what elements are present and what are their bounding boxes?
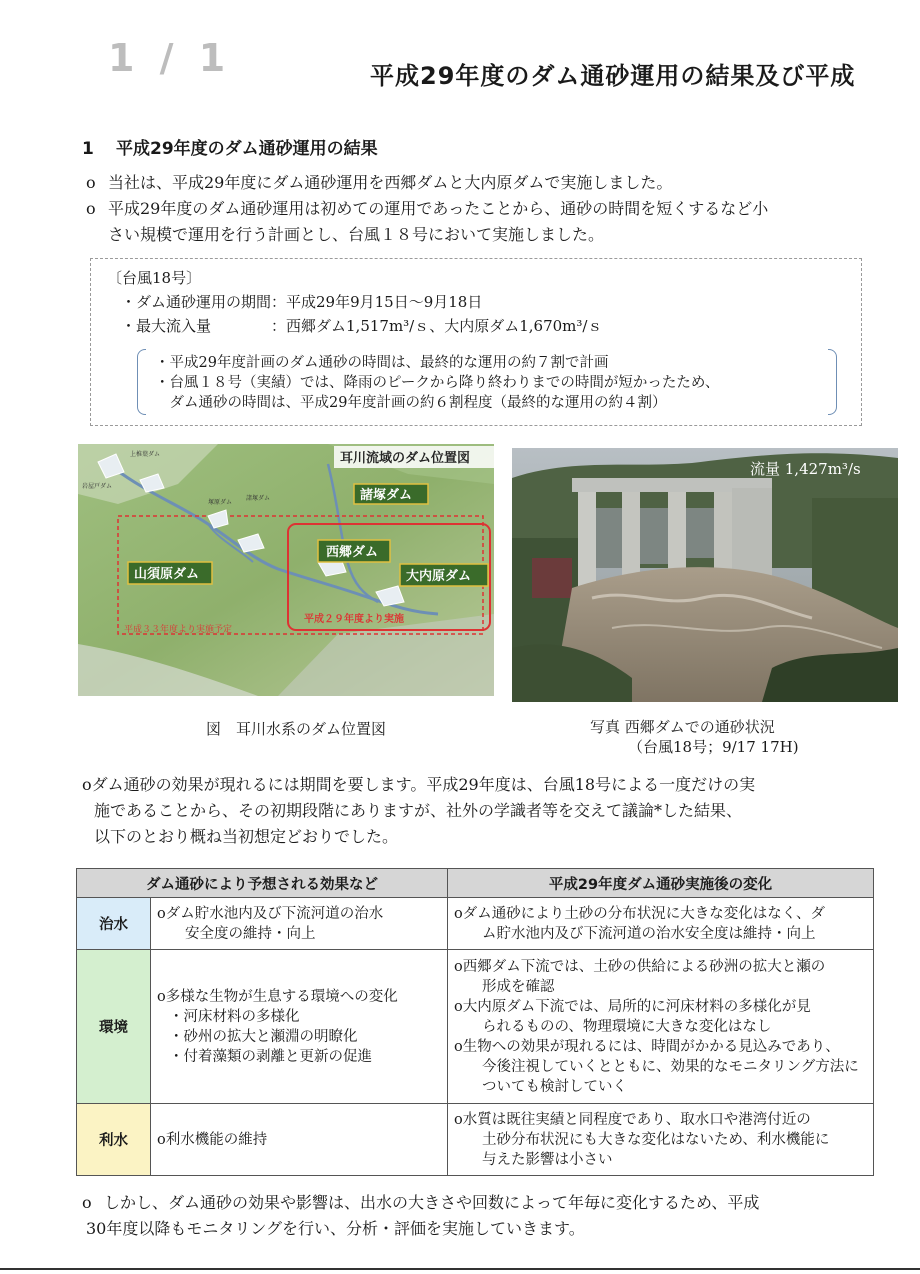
expected-sub-line: ・砂州の拡大と瀬淵の明瞭化 [169, 1028, 358, 1045]
result-line: o西郷ダム下流では、土砂の供給による砂洲の拡大と瀬の [454, 958, 826, 975]
expected-cell [151, 898, 448, 950]
bracket-left [137, 349, 146, 415]
result-cell [448, 1104, 874, 1176]
table-row-environment [77, 950, 874, 1104]
result-cell [448, 950, 874, 1104]
table-header-row [77, 869, 874, 898]
result-line: o大内原ダム下流では、局所的に河床材料の多様化が見 [454, 998, 811, 1015]
typhoon-info-box [90, 258, 862, 426]
result-line: 今後注視していくとともに、効果的なモニタリング方法に [482, 1058, 859, 1075]
result-line: 土砂分布状況にも大きな変化はないため、利水機能に [482, 1131, 830, 1148]
result-line: ム貯水池内及び下流河道の治水安全度は維持・向上 [482, 925, 816, 942]
photo-flow-overlay: 流量 1,427m³/s [750, 460, 861, 478]
bullet: o [86, 173, 96, 192]
paragraph-line: 30年度以降もモニタリングを行い、分析・評価を実施していきます。 [86, 1219, 585, 1238]
photo-caption-line2: （台風18号；9/17 17H) [628, 738, 799, 756]
map-small-label: 岩屋戸ダム [82, 483, 113, 490]
bullet: o [82, 775, 92, 794]
result-line: ついても検討していく [482, 1078, 627, 1095]
info-period-row: ・ダム通砂運用の期間：平成29年9月15日～9月18日 [121, 293, 483, 311]
table-header-expected: ダム通砂により予想される効果など [77, 869, 448, 898]
category-cell: 利水 [77, 1104, 151, 1176]
table-header-results: 平成29年度ダム通砂実施後の変化 [448, 869, 874, 898]
table-row-flood-control [77, 898, 874, 950]
result-line: o生物への効果が現れるには、時間がかかる見込みであり、 [454, 1038, 840, 1055]
result-line: 形成を確認 [482, 978, 555, 995]
map-dam-label-saigo: 西郷ダム [326, 545, 379, 560]
expected-line: o多様な生物が生息する環境への変化 [157, 988, 398, 1005]
effects-intro-paragraph [82, 772, 755, 850]
closing-paragraph [82, 1190, 759, 1242]
dam-location-map [78, 444, 494, 696]
expected-sub-line: ・河床材料の多様化 [169, 1008, 300, 1025]
bracket-right [828, 349, 837, 415]
paragraph-line: しかし、ダム通砂の効果や影響は、出水の大きさや回数によって年毎に変化するため、平成 [104, 1193, 760, 1212]
result-line: o水質は既往実績と同程度であり、取水口や港湾付近の [454, 1111, 811, 1128]
paragraph-line: 施であることから、その初期段階にありますが、社外の学識者等を交えて議論*した結果、 [94, 801, 743, 820]
expected-cell [151, 1104, 448, 1176]
result-line: 与えた影響は小さい [482, 1151, 613, 1168]
map-zone-label-current: 平成２９年度より実施 [304, 614, 404, 625]
bracket-note [137, 349, 837, 413]
note-line: ・台風１８号（実績）では、降雨のピークから降り終わりまでの時間が短かったため、 [155, 375, 720, 391]
section-heading [82, 134, 378, 159]
note-line: ・平成29年度計画のダム通砂の時間は、最終的な運用の約７割で計画 [155, 355, 609, 371]
info-inflow-row: ・最大流入量 ：西郷ダム1,517m³/ｓ、大内原ダム1,670m³/ｓ [121, 317, 603, 335]
expected-line: 安全度の維持・向上 [185, 925, 316, 942]
category-cell: 治水 [77, 898, 151, 950]
map-small-label: 諸塚ダム [246, 495, 271, 502]
result-cell [448, 898, 874, 950]
expected-line: o利水機能の維持 [157, 1131, 268, 1148]
expected-cell [151, 950, 448, 1104]
map-dam-label-morotsuka: 諸塚ダム [360, 488, 413, 503]
photo-caption-line1: 写真 西郷ダムでの通砂状況 [590, 718, 775, 736]
paragraph-line: ダム通砂の効果が現れるには期間を要します。平成29年度は、台風18号による一度だけの実 [91, 775, 756, 794]
section-number: 1 [82, 139, 94, 159]
photo-graphic [512, 448, 898, 702]
page-number: 1 / 1 [108, 36, 232, 80]
map-zone-label-future: 平成３３年度より実施予定 [124, 625, 233, 635]
expected-sub-line: ・付着藻類の剥離と更新の促進 [169, 1048, 372, 1065]
category-cell: 環境 [77, 950, 151, 1104]
result-line: oダム通砂により土砂の分布状況に大きな変化はなく、ダ [454, 905, 825, 922]
paragraph-line: 平成29年度のダム通砂運用は初めての運用であったことから、通砂の時間を短くするなど小 [108, 199, 769, 218]
map-dam-label-yamasubaru: 山須原ダム [134, 567, 200, 582]
section-heading-text: 平成29年度のダム通砂運用の結果 [116, 139, 378, 159]
bullet: o [86, 199, 96, 218]
document-title: 平成29年度のダム通砂運用の結果及び平成 [370, 62, 856, 90]
map-dam-label-ouchibaru: 大内原ダム [406, 569, 472, 584]
map-small-label: 上椎葉ダム [130, 451, 161, 458]
map-graphic [78, 444, 494, 696]
map-small-label: 塚原ダム [208, 499, 233, 506]
map-caption: 図 耳川水系のダム位置図 [206, 720, 387, 738]
result-line: られるものの、物理環境に大きな変化はなし [482, 1018, 772, 1035]
expected-line: oダム貯水池内及び下流河道の治水 [157, 905, 384, 922]
paragraph-line: さい規模で運用を行う計画とし、台風１８号において実施しました。 [108, 225, 605, 244]
paragraph-2 [86, 196, 768, 248]
bottom-divider [0, 1268, 920, 1270]
bullet: o [82, 1193, 92, 1212]
map-title: 耳川流域のダム位置図 [340, 451, 471, 466]
paragraph-1 [86, 170, 672, 196]
info-box-title: 〔台風18号〕 [107, 269, 202, 287]
note-line: ダム通砂の時間は、平成29年度計画の約６割程度（最終的な運用の約４割） [155, 395, 667, 411]
effects-table [76, 868, 874, 1176]
paragraph-line: 以下のとおり概ね当初想定どおりでした。 [94, 827, 399, 846]
table-row-water-use [77, 1104, 874, 1176]
paragraph-line: 当社は、平成29年度にダム通砂運用を西郷ダムと大内原ダムで実施しました。 [108, 173, 673, 192]
dam-sediment-photo [512, 448, 898, 702]
